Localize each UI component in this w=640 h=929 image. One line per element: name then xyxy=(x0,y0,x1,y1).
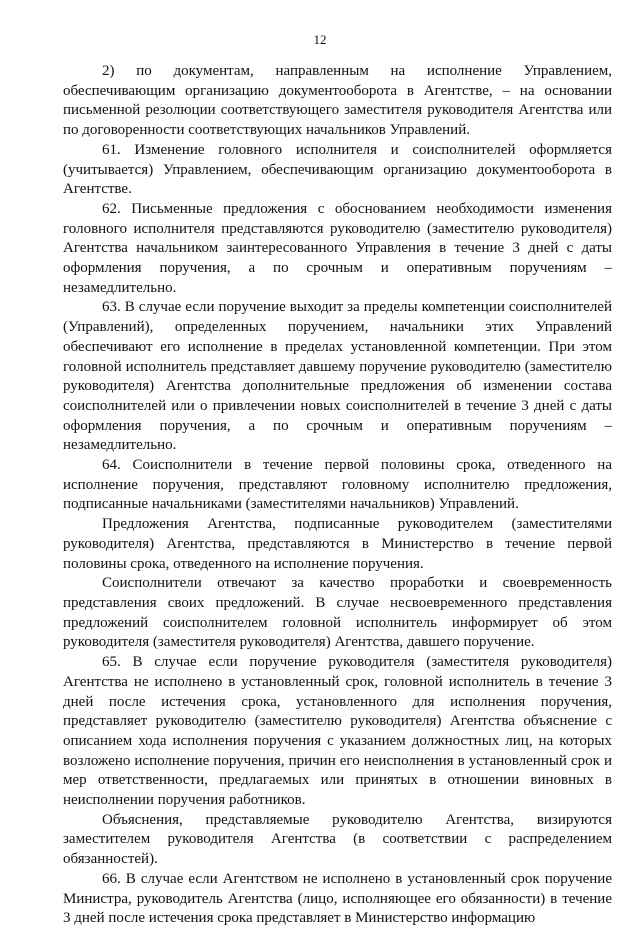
paragraph-63: 63. В случае если поручение выходит за пределы компетенции соисполнителей (Управлений), определенных поручением, начальники этих Управлений обеспечивают его исполнение в пределах установленной компетенции. При этом головной исполнитель представляет давшему поручение руководителю (заместителю руководителя) Агентства дополнительные предложения об изменении состава соисполнителей или о привлечении новых соисполнителей в течение 3 дней с даты оформления поручения, а по срочным и оперативным поручениям – незамедлительно. xyxy=(63,299,612,454)
paragraph-65-explanations: Объяснения, представляемые руководителю Агентства, визируются заместителем руководителя Агентства (в соответствии с распределением обязанностей). xyxy=(63,811,612,868)
paragraph-62: 62. Письменные предложения с обоснованием необходимости изменения головного исполнителя представляются руководителю (заместителю руководителя) Агентства начальником заинтересованного Управления в течение 3 дней с даты оформления поручения, а по срочным и оперативным поручениям – незамедлительно. xyxy=(63,200,612,296)
document-body xyxy=(63,62,612,929)
paragraph-65: 65. В случае если поручение руководителя (заместителя руководителя) Агентства не исполнено в установленный срок, головной исполнитель в течение 3 дней после истечения срока, установленного для исполнения поручения, представляет руководителю (заместителю руководителя) Агентства объяснение с описанием хода исполнения поручения с указанием должностных лиц, на которых возложено исполнение поручения, причин его неисполнения в установленный срок и мер ответственности, предлагаемых или принятых в отношении виновных в неисполнении поручения работников. xyxy=(63,654,612,809)
paragraph-64-responsibility: Соисполнители отвечают за качество проработки и своевременность представления своих предложений. В случае несвоевременного представления предложений соисполнителем головной исполнитель информирует об этом руководителя (заместителя руководителя) Агентства, давшего поручение. xyxy=(63,575,612,651)
paragraph-64-proposals: Предложения Агентства, подписанные руководителем (заместителями руководителя) Агентства, представляются в Министерство в течение первой половины срока, отведенного на исполнение поручения. xyxy=(63,516,612,572)
paragraph-61: 61. Изменение головного исполнителя и соисполнителей оформляется (учитывается) Управлением, обеспечивающим организацию документооборота в Агентстве. xyxy=(63,141,612,198)
paragraph-64: 64. Соисполнители в течение первой половины срока, отведенного на исполнение поручения, представляют головному исполнителю предложения, подписанные начальниками (заместителями начальников) Управлений. xyxy=(63,457,612,513)
paragraph-66: 66. В случае если Агентством не исполнено в установленный срок поручение Министра, руководитель Агентства (лицо, исполняющее его обязанности) в течение 3 дней после истечения срока представляет в Министерство информацию xyxy=(63,870,612,927)
paragraph-60-item-2: 2) по документам, направленным на исполнение Управлением, обеспечивающим организацию документооборота в Агентстве, – на основании письменной резолюции соответствующего заместителя руководителя Агентства или по договоренности соответствующих начальников Управлений. xyxy=(63,63,612,139)
page-number: 12 xyxy=(313,32,327,47)
